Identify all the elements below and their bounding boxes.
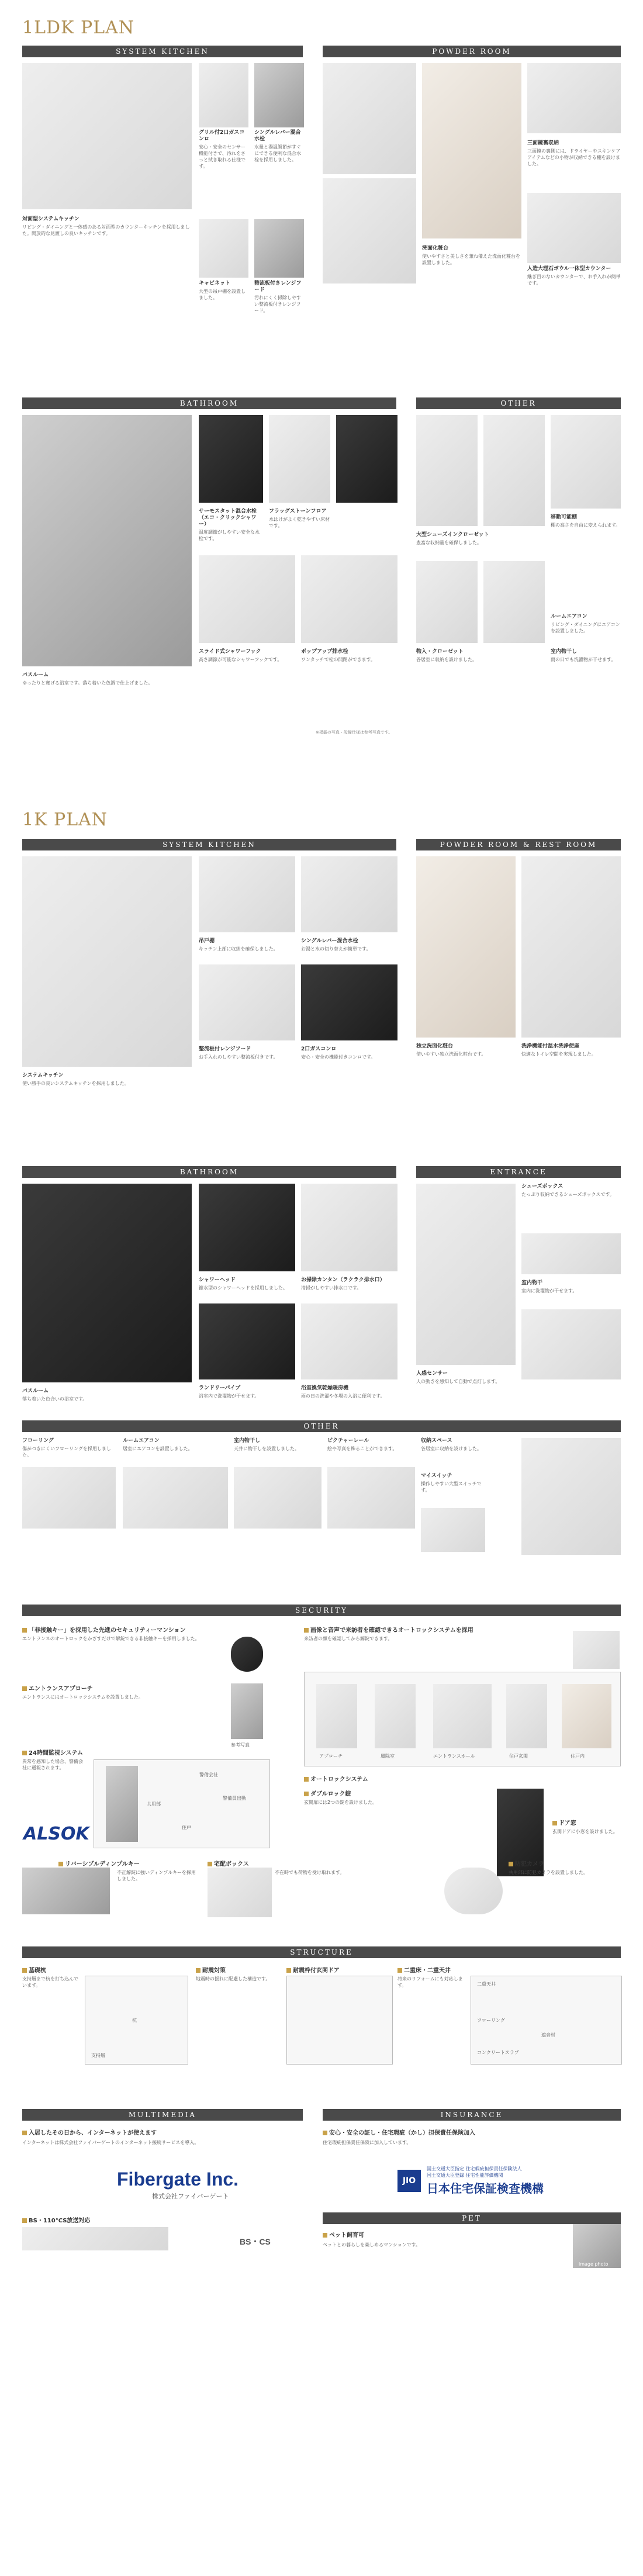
cap-text: たっぷり収納できるシューズボックスです。 <box>521 1192 614 1197</box>
other-photo-closet <box>416 415 478 526</box>
cap-label: システムキッチン <box>22 1073 64 1078</box>
cap-label: 洗浄機能付温水洗浄便座 <box>521 1043 580 1049</box>
cap-text: お湯と水の切り替えが簡単です。 <box>301 946 371 952</box>
sec-ref: 参考写真 <box>231 1742 250 1748</box>
cap-text: 人の動きを感知して自動で点灯します。 <box>416 1379 500 1384</box>
kitchen-photo-faucet <box>254 63 304 127</box>
cap-text: 使いやすさと美しさを兼ね備えた洗面化粧台を設置しました。 <box>422 254 520 265</box>
bs-cs-logo: BS・CS <box>240 2237 271 2246</box>
cap-label: 2口ガスコンロ <box>301 1046 337 1052</box>
bar-structure: STRUCTURE <box>22 1946 621 1958</box>
cap-text: 三面鏡の裏側には、ドライヤーやスキンケアアイテムなどの小物が収納できる棚を設けました。 <box>527 148 621 167</box>
sec-text: 共用部に防犯カメラを設置しました。 <box>509 1870 588 1875</box>
bar-1ldk-bath: BATHROOM <box>22 397 396 409</box>
other-photo-shelf <box>483 415 545 526</box>
bath-photo-shower <box>199 415 263 503</box>
sec-title <box>22 1625 291 1634</box>
bar-1k-bath: BATHROOM <box>22 1166 396 1178</box>
1k-powder-photo <box>416 856 516 1038</box>
fibergate-sub: 株式会社ファイバーゲート <box>152 2193 229 2200</box>
cap-text: 節水型のシャワーヘッドを採用しました。 <box>199 1285 288 1291</box>
1k-entrance-photo-sensor <box>521 1309 621 1379</box>
cap-label: フローリング <box>22 1438 54 1444</box>
cap-label: 室内物干 <box>521 1280 543 1286</box>
flow-stage <box>316 1684 357 1748</box>
flow-label: エントランスホール <box>433 1754 475 1759</box>
sec-title <box>552 1818 620 1827</box>
1k-kitchen-photo-hood <box>199 964 295 1040</box>
cap-label: 室内物干し <box>551 649 578 655</box>
cap-label: ルームエアコン <box>551 614 587 620</box>
sec-text: 不正解錠に強いディンプルキーを採用しました。 <box>117 1870 196 1882</box>
cap-text: 使いやすい独立洗面化粧台です。 <box>416 1052 486 1057</box>
bar-1k-kitchen: SYSTEM KITCHEN <box>22 839 396 850</box>
flow-stage <box>506 1684 547 1748</box>
sec-label: 画像と音声で来訪者を確認できるオートロックシステムを採用 <box>310 1627 473 1634</box>
bath-photo-drain <box>301 555 397 643</box>
sec-title <box>286 1965 403 1974</box>
sec-text: 住宅瑕疵担保責任保険に加入しています。 <box>323 2140 412 2145</box>
plan-title-1ldk: 1LDK PLAN <box>22 18 135 38</box>
cap-label: シングルレバー混合水栓 <box>301 938 358 944</box>
sec-title <box>22 1965 127 1974</box>
cap-text: 絵や写真を飾ることができます。 <box>327 1446 397 1451</box>
cap-text: 落ち着いた色合いの浴室です。 <box>22 1396 88 1402</box>
sec-text: 玄関扉には2つの錠を設けました。 <box>304 1800 378 1805</box>
powder-photo-bowl <box>527 193 621 263</box>
autolock-flow-diagram <box>304 1672 621 1766</box>
sec-label: ドア窓 <box>559 1820 576 1827</box>
fibergate-logo: Fibergate Inc. <box>117 2169 239 2190</box>
powder-photo-mirror <box>323 63 416 174</box>
cap-text: 居室にエアコンを設置しました。 <box>123 1446 193 1451</box>
cap-label: 浴室換気乾燥暖房機 <box>301 1385 349 1391</box>
sec-label: 「非接触キー」を採用した先進のセキュリティーマンション <box>29 1627 186 1634</box>
cap-label: サーモスタット混合水栓（エコ・クリックシャワー） <box>199 509 257 527</box>
sec-photo-delivery-box <box>208 1868 272 1917</box>
sec-label: オートロックシステム <box>310 1776 368 1783</box>
cap-text: リビング・ダイニングにエアコンを設置しました。 <box>551 622 620 634</box>
bath-photo-main <box>22 415 192 666</box>
flow-stage <box>562 1684 611 1748</box>
bar-1k-entrance: ENTRANCE <box>416 1166 621 1178</box>
flow-label: 風除室 <box>381 1754 395 1759</box>
diagram-label: 杭 <box>132 2018 137 2023</box>
cap-text: 安心・安全のセンサー機能付きで、汚れをさっと拭き取れる仕様です。 <box>199 144 246 169</box>
flow-stage <box>433 1684 492 1748</box>
1k-kitchen-photo-stove <box>301 964 397 1040</box>
sec-label: BS・110°CS放送対応 <box>29 2218 91 2224</box>
sec-label: ペット飼育可 <box>329 2232 364 2239</box>
cap-label: シングルレバー混合水栓 <box>254 130 301 142</box>
sec-title <box>22 1683 198 1692</box>
bath-photo-wall <box>336 415 397 503</box>
cap-text: 快適なトイレ空間を実現しました。 <box>521 1052 596 1057</box>
cap-text: ゆったりと寛げる浴室です。落ち着いた色調で仕上げました。 <box>22 680 153 686</box>
flow-label: 住戸内 <box>571 1754 585 1759</box>
alsok-logo: ALSOK <box>23 1824 89 1844</box>
sec-title <box>304 1625 620 1634</box>
cap-label: フラッグストーンフロア <box>269 509 327 514</box>
cap-label: 移動可能棚 <box>551 514 578 520</box>
double-floor-diagram <box>471 1976 622 2065</box>
bar-1ldk-other: OTHER <box>416 397 621 409</box>
cap-label: 収納スペース <box>421 1438 452 1444</box>
sec-title <box>397 1965 503 1974</box>
cap-label: シューズボックス <box>521 1184 564 1190</box>
1k-other-photo-hanger <box>234 1467 322 1529</box>
cap-label: グリル付2口ガスコンロ <box>199 130 245 142</box>
cap-text: キッチン上部に収納を確保しました。 <box>199 946 278 952</box>
cap-label: キャビネット <box>199 281 231 286</box>
bar-1ldk-powder: POWDER ROOM <box>323 46 621 57</box>
other-photo-storage <box>416 561 478 643</box>
kitchen-photo-main <box>22 63 192 209</box>
cap-text: リビング・ダイニングと一体感のある対面型のカウンターキッチンを採用しました。開放的な見渡しの良いキッチンです。 <box>22 224 190 236</box>
cap-text: 室内に洗濯物が干せます。 <box>521 1288 578 1294</box>
sec-text: 地震時の揺れに配慮した構造です。 <box>196 1976 271 1982</box>
jio-sub1: 国土交通大臣指定 住宅瑕疵担保責任保険法人 <box>427 2166 522 2172</box>
sec-text: ペットとの暮らしを楽しめるマンションです。 <box>323 2242 420 2247</box>
cap-text: 清掃がしやすい排水口です。 <box>301 1285 362 1291</box>
cap-label: 独立洗面化粧台 <box>416 1043 454 1049</box>
cap-text: お手入れのしやすい整流板付きです。 <box>199 1054 278 1060</box>
pile-diagram <box>85 1976 188 2065</box>
sec-photo-panel <box>231 1683 263 1739</box>
1k-kitchen-photo-main <box>22 856 192 1067</box>
sec-title <box>58 1859 193 1868</box>
cap-label: 物入・クローゼット <box>416 649 464 655</box>
jio-org-name: 日本住宅保証検査機構 <box>427 2181 544 2195</box>
sec-title <box>196 1965 301 1974</box>
cap-text: 温度調節がしやすい安全な水栓です。 <box>199 530 260 541</box>
cap-text: 浴室内で洗濯物が干せます。 <box>199 1394 260 1399</box>
bar-1k-other: OTHER <box>22 1420 621 1432</box>
1k-kitchen-photo-cabinet <box>199 856 295 932</box>
cap-text: 水はけがよく乾きやすい床材です。 <box>269 517 330 528</box>
sec-label: エントランスアプローチ <box>29 1686 93 1692</box>
jio-logo-mark: JIO <box>397 2170 421 2192</box>
kitchen-photo-hood <box>254 219 304 278</box>
sec-text: インターネットは株式会社ファイバーゲートのインターネット接続サービスを導入。 <box>22 2140 199 2145</box>
sec-label: 防犯カメラ <box>515 1861 544 1868</box>
cap-label: ランドリーパイプ <box>199 1385 241 1391</box>
powder-photo-vanity <box>323 178 416 283</box>
kitchen-photo-cabinet <box>199 219 248 278</box>
bar-1ldk-kitchen: SYSTEM KITCHEN <box>22 46 303 57</box>
sec-photo-intercom <box>573 1631 620 1669</box>
bath-photo-floor <box>269 415 330 503</box>
cap-text: 豊富な収納量を確保しました。 <box>416 540 482 545</box>
1k-entrance-photo-hanger <box>521 1233 621 1274</box>
cap-label: 整流板付レンジフード <box>199 1046 251 1052</box>
building-illustration <box>106 1766 138 1842</box>
cap-label: シャワーヘッド <box>199 1277 236 1283</box>
plan-title-1k: 1K PLAN <box>22 810 108 830</box>
cap-label: 大型シューズインクローゼット <box>416 532 489 538</box>
security-network-diagram <box>94 1759 270 1848</box>
cap-text: 汚れにくく掃除しやすい整流板付きレンジフード。 <box>254 295 301 313</box>
bs-text-block <box>22 2227 168 2250</box>
1k-other-photo-switch <box>421 1508 485 1552</box>
cap-text: 継ぎ目のないカウンターで、お手入れが簡単です。 <box>527 274 621 286</box>
sec-label: 安心・安全の証し・住宅瑕疵（かし）担保責任保険加入 <box>329 2130 475 2136</box>
cap-label: 人造大理石ボウル一体型カウンター <box>527 266 611 272</box>
1k-other-photo-closet <box>521 1438 621 1555</box>
pet-photo-caption: image photo <box>579 2262 609 2267</box>
cap-text: 棚の高さを自由に変えられます。 <box>551 523 621 528</box>
cap-text: 大型の吊戸棚を設置しました。 <box>199 289 246 300</box>
bar-insurance: INSURANCE <box>323 2109 621 2121</box>
cap-text: 天井に物干しを設置しました。 <box>234 1446 299 1451</box>
sec-label: 24時間監視システム <box>29 1750 83 1756</box>
cap-text: 傷がつきにくいフローリングを採用しました。 <box>22 1446 111 1458</box>
cap-label: 対面型システムキッチン <box>22 216 79 222</box>
diagram-label: 住戸 <box>182 1825 191 1830</box>
cap-label: マイスイッチ <box>421 1473 452 1479</box>
ldk-note: ※掲載の写真・設備仕様は参考写真です。 <box>316 730 393 735</box>
1k-bath-photo-dryer <box>301 1303 397 1379</box>
1k-other-photo-floor <box>22 1467 116 1529</box>
sec-label: 基礎杭 <box>29 1968 46 1974</box>
sec-title <box>22 2128 303 2136</box>
cap-label: ルームエアコン <box>123 1438 160 1444</box>
powder-photo-shelf <box>527 63 621 133</box>
sec-label: ダブルロック錠 <box>310 1791 351 1797</box>
cap-text: 水量と湯温調節がすぐにできる便利な混合水栓を採用しました。 <box>254 144 301 162</box>
sec-photo-dimple-key <box>22 1868 110 1914</box>
1k-bath-photo-main <box>22 1184 192 1382</box>
sec-text: エントランスにはオートロックシステムを設置しました。 <box>22 1695 143 1700</box>
diagram-label: 支持層 <box>91 2053 105 2058</box>
diagram-label: 共用部 <box>147 1802 161 1807</box>
sec-label: リバーシブルディンプルキー <box>65 1861 140 1868</box>
cap-text: 各居室に収納を設けました。 <box>416 657 477 662</box>
cap-text: 使い勝手の良いシステムキッチンを採用しました。 <box>22 1081 129 1086</box>
1k-toilet-photo <box>521 856 621 1038</box>
sec-photo-key <box>231 1637 263 1672</box>
cap-label: ポップアップ排水栓 <box>301 649 348 655</box>
diagram-label: 遮音材 <box>541 2032 555 2038</box>
bath-photo-hook <box>199 555 295 643</box>
cap-text: 雨の日でも洗濯物が干せます。 <box>551 657 616 662</box>
bar-pet: PET <box>323 2212 621 2224</box>
1k-bath-photo-shower <box>199 1184 295 1271</box>
powder-photo-main <box>422 63 521 238</box>
cap-label: 整流板付きレンジフード <box>254 281 302 293</box>
sec-title <box>22 1748 110 1756</box>
cap-label: 洗面化粧台 <box>422 246 449 251</box>
sec-text: 不在時でも荷物を受け取れます。 <box>275 1870 345 1875</box>
1k-bath-photo-pipe <box>199 1303 295 1379</box>
bar-1k-powder: POWDER ROOM & REST ROOM <box>416 839 621 850</box>
sec-title <box>509 1859 620 1868</box>
sec-text: 支持層まで杭を打ち込んでいます。 <box>22 1976 78 1988</box>
cap-label: お掃除カンタン（ラクラク排水口） <box>301 1277 385 1283</box>
diagram-label: 警備員出動 <box>223 1796 246 1801</box>
sec-label: 耐震対策 <box>202 1968 226 1974</box>
cap-label: 室内物干し <box>234 1438 261 1444</box>
cap-label: 吊戸棚 <box>199 938 215 944</box>
sec-text: エントランスのオートロックをかざすだけで解錠できる非接触キーを採用しました。 <box>22 1636 200 1641</box>
cap-text: 雨の日の洗濯や冬場の入浴に便利です。 <box>301 1394 385 1399</box>
diagram-label: フローリング <box>477 2018 505 2023</box>
cap-text: ワンタッチで栓の開閉ができます。 <box>301 657 376 662</box>
sec-text: 異常を感知した場合、警備会社に通報されます。 <box>22 1759 83 1771</box>
cap-label: バスルーム <box>22 1388 49 1394</box>
cap-text: 安心・安全の機能付きコンロです。 <box>301 1054 376 1060</box>
sec-label: 入居したその日から、インターネットが使えます <box>29 2130 157 2136</box>
cap-label: バスルーム <box>22 672 49 678</box>
other-photo-door <box>551 415 621 509</box>
1k-kitchen-photo-faucet <box>301 856 397 932</box>
cap-label: スライド式シャワーフック <box>199 649 261 655</box>
sec-text: 来訪者の顔を確認してから解錠できます。 <box>304 1636 393 1641</box>
sec-title <box>323 2128 621 2136</box>
flow-label: アプローチ <box>319 1754 343 1759</box>
sec-title <box>323 2230 498 2239</box>
sec-photo-camera <box>444 1868 503 1914</box>
1k-bath-photo-drain <box>301 1184 397 1271</box>
sec-title <box>304 1789 421 1797</box>
cap-label: ピクチャーレール <box>327 1438 369 1444</box>
cap-text: 各居室に収納を設けました。 <box>421 1446 482 1451</box>
flow-label: 住戸玄関 <box>509 1754 528 1759</box>
door-diagram <box>286 1976 393 2065</box>
diagram-label: 警備会社 <box>199 1772 218 1778</box>
sec-label: 耐震枠付玄関ドア <box>293 1968 340 1974</box>
diagram-label: 二重天井 <box>477 1982 496 1987</box>
cap-text: 操作しやすい大型スイッチです。 <box>421 1481 482 1493</box>
1k-entrance-photo <box>416 1184 516 1365</box>
cap-label: 三面鏡裏収納 <box>527 140 559 146</box>
other-photo-aircon <box>483 561 545 643</box>
sec-label: 宅配ボックス <box>214 1861 249 1868</box>
sec-title <box>22 2215 198 2224</box>
1k-other-photo-rail <box>327 1467 415 1529</box>
sec-title <box>208 1859 301 1868</box>
flow-stage <box>375 1684 416 1748</box>
cap-text: 高さ調節が可能なシャワーフックです。 <box>199 657 282 662</box>
cap-label: 人感センサー <box>416 1371 448 1377</box>
sec-label: 二重床・二重天井 <box>404 1968 451 1974</box>
kitchen-photo-stove <box>199 63 248 127</box>
diagram-label: コンクリートスラブ <box>477 2050 519 2055</box>
bar-multimedia: MULTIMEDIA <box>22 2109 303 2121</box>
sec-title <box>304 1774 433 1783</box>
sec-text: 将来のリフォームにも対応します。 <box>397 1976 463 1988</box>
bar-security-title: SECURITY <box>22 1605 621 1616</box>
sec-text: 玄関ドアに小窓を設けました。 <box>552 1829 618 1834</box>
1k-other-photo-aircon <box>123 1467 228 1529</box>
jio-sub2: 国土交通大臣登録 住宅性能評価機関 <box>427 2173 503 2178</box>
